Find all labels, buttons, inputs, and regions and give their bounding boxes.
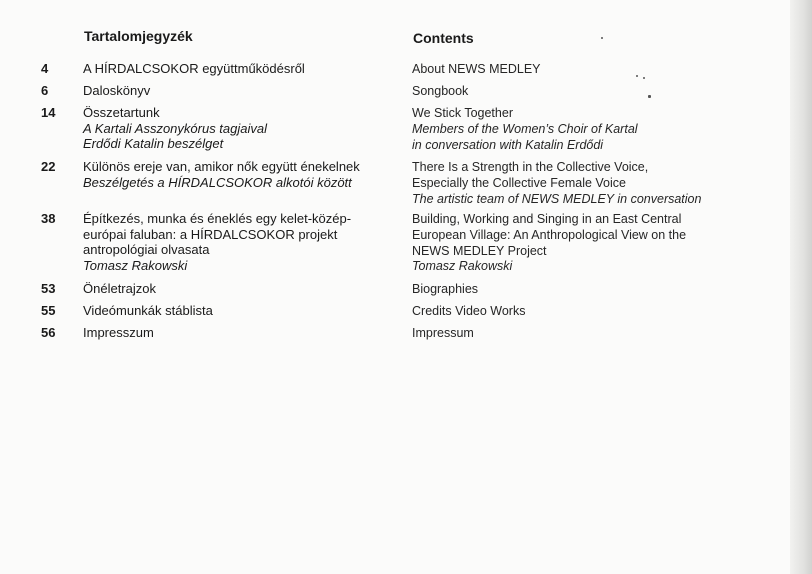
entry-hungarian <box>83 325 383 341</box>
entry-line: Members of the Women’s Choir of Kartal <box>412 121 638 136</box>
entry-line: Építkezés, munka és éneklés egy kelet-közép- <box>83 211 352 226</box>
entry-hungarian <box>83 83 383 99</box>
entry-hungarian <box>83 105 383 152</box>
entry-line: Összetartunk <box>83 105 160 120</box>
entry-line: Tomasz Rakowski <box>83 257 188 273</box>
entry-hungarian <box>83 61 383 77</box>
entry-line: A HÍRDALCSOKOR együttműködésről <box>83 61 305 76</box>
entry-line: Önéletrajzok <box>83 281 156 296</box>
entry-hungarian <box>83 211 383 273</box>
entry-line: There Is a Strength in the Collective Voice, <box>412 160 649 174</box>
entry-line: in conversation with Katalin Erdődi <box>412 137 604 152</box>
entry-line: Credits Video Works <box>412 304 526 318</box>
entry-english <box>412 106 732 153</box>
entry-english <box>412 62 732 78</box>
entry-line: Erdődi Katalin beszélget <box>83 136 224 151</box>
entry-hungarian <box>83 281 383 297</box>
entry-line: Biographies <box>412 282 479 296</box>
entry-english <box>412 304 732 320</box>
heading-english: Contents <box>413 30 474 46</box>
page-number: 55 <box>41 303 56 318</box>
entry-english <box>412 326 732 342</box>
entry-line: Beszélgetés a HÍRDALCSOKOR alkotói között <box>83 174 352 190</box>
entry-line: Especially the Collective Female Voice <box>412 175 626 190</box>
page-number: 4 <box>41 61 49 76</box>
entry-line: Különös ereje van, amikor nők együtt énekelnek <box>83 159 360 174</box>
page-number: 14 <box>41 105 56 120</box>
entry-line: Videómunkák stáblista <box>83 303 213 318</box>
page-number: 53 <box>41 281 56 296</box>
entry-line: We Stick Together <box>412 106 513 120</box>
page-number: 6 <box>41 83 49 98</box>
entry-line: Daloskönyv <box>83 83 151 98</box>
scan-speck <box>643 77 645 79</box>
page-number: 22 <box>41 159 56 174</box>
entry-line: európai faluban: a HÍRDALCSOKOR projekt <box>83 226 338 242</box>
entry-english <box>412 84 732 100</box>
entry-line: antropológiai olvasata <box>83 242 210 257</box>
entry-line: Impresszum <box>83 325 154 340</box>
heading-hungarian: Tartalomjegyzék <box>84 28 193 44</box>
page-edge-shadow <box>790 0 812 574</box>
entry-line: Building, Working and Singing in an East Central <box>412 212 682 226</box>
entry-english <box>412 282 732 298</box>
entry-line: The artistic team of NEWS MEDLEY in conversation <box>412 191 702 206</box>
entry-hungarian <box>83 303 383 319</box>
entry-english <box>412 212 732 275</box>
entry-hungarian <box>83 159 383 190</box>
entry-english <box>412 160 732 207</box>
scan-speck <box>636 75 638 77</box>
page-number: 56 <box>41 325 56 340</box>
entry-line: A Kartali Asszonykórus tagjaival <box>83 120 268 136</box>
scan-speck <box>601 37 603 39</box>
entry-line: Songbook <box>412 84 469 98</box>
scan-speck <box>648 95 651 98</box>
entry-line: About NEWS MEDLEY <box>412 62 541 76</box>
entry-line: Tomasz Rakowski <box>412 259 513 274</box>
entry-line: Impressum <box>412 326 474 340</box>
entry-line: NEWS MEDLEY Project <box>412 243 547 258</box>
page-number: 38 <box>41 211 56 226</box>
entry-line: European Village: An Anthropological View on the <box>412 227 687 242</box>
